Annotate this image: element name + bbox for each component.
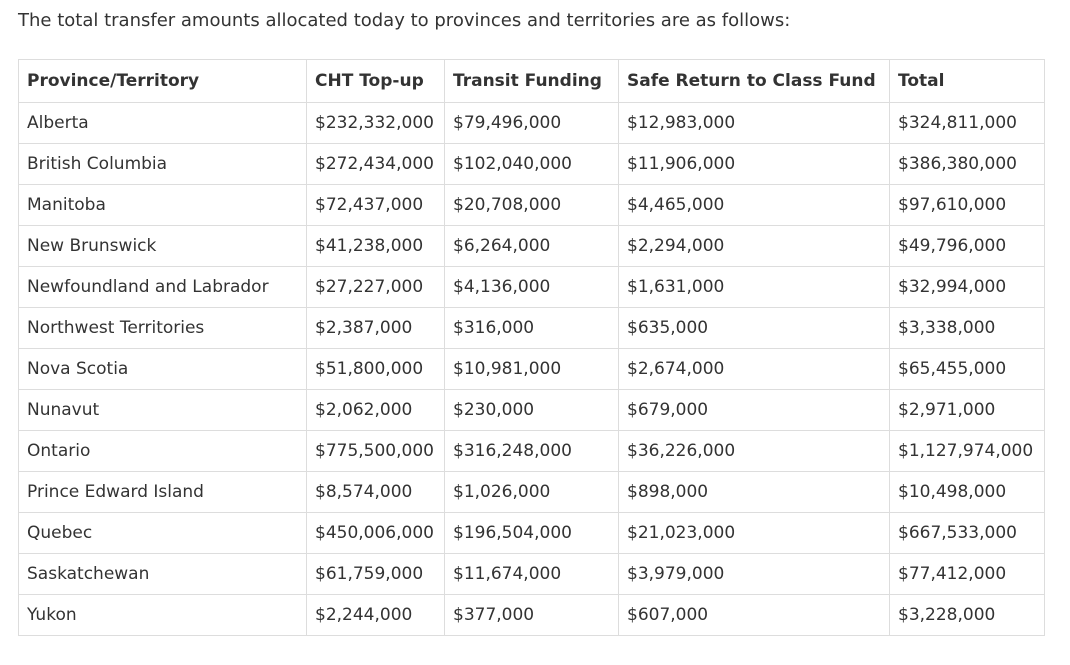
cell-cht-top-up: $2,244,000 (307, 595, 445, 636)
cell-safe-return-fund: $12,983,000 (619, 103, 890, 144)
table-header (19, 60, 1045, 103)
cell-safe-return-fund: $607,000 (619, 595, 890, 636)
cell-cht-top-up: $232,332,000 (307, 103, 445, 144)
cell-total: $3,338,000 (890, 308, 1045, 349)
table-row (19, 185, 1045, 226)
header-total: Total (890, 60, 1045, 103)
header-row (19, 60, 1045, 103)
cell-total: $49,796,000 (890, 226, 1045, 267)
table-row (19, 390, 1045, 431)
intro-paragraph: The total transfer amounts allocated today to provinces and territories are as follows: (18, 10, 791, 31)
table-row (19, 513, 1045, 554)
cell-total: $65,455,000 (890, 349, 1045, 390)
cell-province: Alberta (19, 103, 307, 144)
header-province-territory: Province/Territory (19, 60, 307, 103)
cell-safe-return-fund: $635,000 (619, 308, 890, 349)
cell-transit-funding: $102,040,000 (445, 144, 619, 185)
cell-transit-funding: $316,248,000 (445, 431, 619, 472)
cell-province: Manitoba (19, 185, 307, 226)
cell-total: $97,610,000 (890, 185, 1045, 226)
table-row (19, 226, 1045, 267)
table-body (19, 103, 1045, 636)
table-row (19, 349, 1045, 390)
table-row (19, 472, 1045, 513)
table-row (19, 267, 1045, 308)
cell-transit-funding: $1,026,000 (445, 472, 619, 513)
cell-total: $667,533,000 (890, 513, 1045, 554)
cell-safe-return-fund: $1,631,000 (619, 267, 890, 308)
cell-transit-funding: $79,496,000 (445, 103, 619, 144)
header-cht-top-up: CHT Top-up (307, 60, 445, 103)
cell-province: Nunavut (19, 390, 307, 431)
table-row (19, 554, 1045, 595)
cell-safe-return-fund: $2,294,000 (619, 226, 890, 267)
cell-total: $386,380,000 (890, 144, 1045, 185)
cell-safe-return-fund: $36,226,000 (619, 431, 890, 472)
cell-province: Ontario (19, 431, 307, 472)
cell-cht-top-up: $8,574,000 (307, 472, 445, 513)
cell-safe-return-fund: $898,000 (619, 472, 890, 513)
transfer-table (18, 59, 1045, 636)
cell-transit-funding: $6,264,000 (445, 226, 619, 267)
cell-cht-top-up: $51,800,000 (307, 349, 445, 390)
cell-province: New Brunswick (19, 226, 307, 267)
table-row (19, 103, 1045, 144)
table-row (19, 595, 1045, 636)
cell-total: $3,228,000 (890, 595, 1045, 636)
cell-province: Northwest Territories (19, 308, 307, 349)
cell-safe-return-fund: $21,023,000 (619, 513, 890, 554)
cell-safe-return-fund: $11,906,000 (619, 144, 890, 185)
cell-transit-funding: $4,136,000 (445, 267, 619, 308)
cell-total: $77,412,000 (890, 554, 1045, 595)
cell-cht-top-up: $27,227,000 (307, 267, 445, 308)
table-row (19, 308, 1045, 349)
cell-total: $1,127,974,000 (890, 431, 1045, 472)
cell-total: $10,498,000 (890, 472, 1045, 513)
cell-transit-funding: $230,000 (445, 390, 619, 431)
header-safe-return-fund: Safe Return to Class Fund (619, 60, 890, 103)
cell-cht-top-up: $72,437,000 (307, 185, 445, 226)
cell-cht-top-up: $2,062,000 (307, 390, 445, 431)
cell-cht-top-up: $2,387,000 (307, 308, 445, 349)
cell-cht-top-up: $450,006,000 (307, 513, 445, 554)
cell-transit-funding: $196,504,000 (445, 513, 619, 554)
cell-transit-funding: $377,000 (445, 595, 619, 636)
table-row (19, 144, 1045, 185)
cell-transit-funding: $11,674,000 (445, 554, 619, 595)
cell-safe-return-fund: $4,465,000 (619, 185, 890, 226)
cell-province: British Columbia (19, 144, 307, 185)
cell-cht-top-up: $272,434,000 (307, 144, 445, 185)
cell-province: Yukon (19, 595, 307, 636)
cell-province: Newfoundland and Labrador (19, 267, 307, 308)
header-transit-funding: Transit Funding (445, 60, 619, 103)
cell-total: $324,811,000 (890, 103, 1045, 144)
cell-province: Quebec (19, 513, 307, 554)
cell-province: Prince Edward Island (19, 472, 307, 513)
table-row (19, 431, 1045, 472)
cell-province: Nova Scotia (19, 349, 307, 390)
cell-transit-funding: $10,981,000 (445, 349, 619, 390)
cell-safe-return-fund: $679,000 (619, 390, 890, 431)
cell-total: $32,994,000 (890, 267, 1045, 308)
cell-cht-top-up: $41,238,000 (307, 226, 445, 267)
cell-transit-funding: $20,708,000 (445, 185, 619, 226)
cell-safe-return-fund: $3,979,000 (619, 554, 890, 595)
cell-safe-return-fund: $2,674,000 (619, 349, 890, 390)
cell-province: Saskatchewan (19, 554, 307, 595)
cell-cht-top-up: $775,500,000 (307, 431, 445, 472)
cell-cht-top-up: $61,759,000 (307, 554, 445, 595)
cell-transit-funding: $316,000 (445, 308, 619, 349)
cell-total: $2,971,000 (890, 390, 1045, 431)
